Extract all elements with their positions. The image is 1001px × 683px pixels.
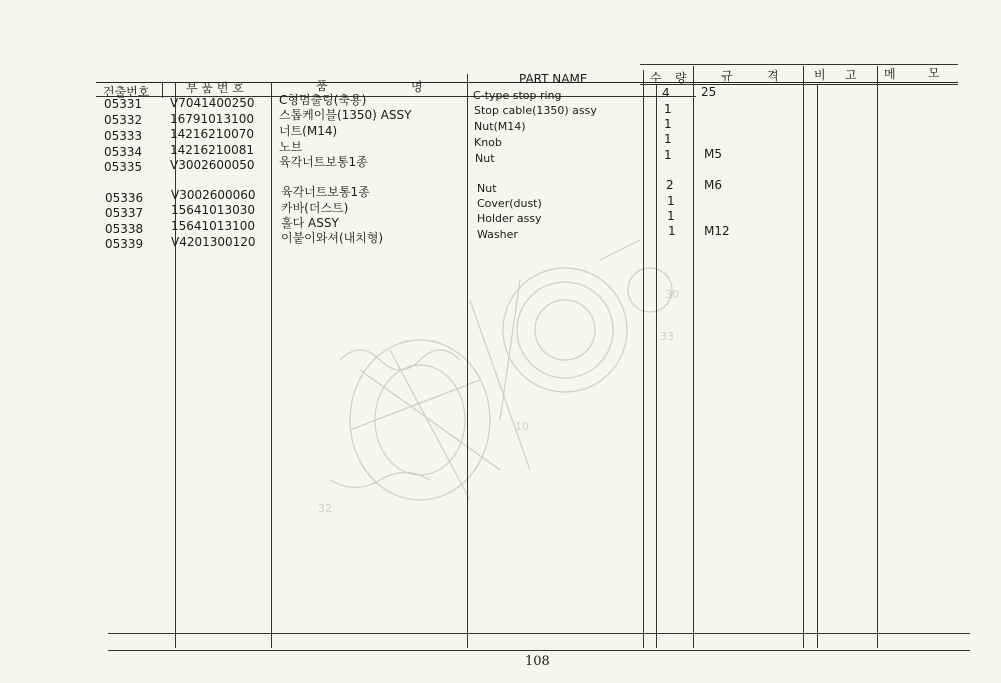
row-6-qty: 2 <box>666 178 674 192</box>
header-bottom-rule-right <box>640 84 958 85</box>
header-qty-2: 량 <box>675 71 687 85</box>
row-3-part-no: 14216210070 <box>170 127 254 141</box>
header-part-name: PART NAME <box>519 72 588 86</box>
row-1-qty: 4 <box>662 86 670 100</box>
col-divider-4 <box>467 74 468 648</box>
header-memo-1: 메 <box>884 67 896 81</box>
row-8-part-no: 15641013100 <box>171 219 255 233</box>
row-3-code: 05333 <box>104 129 143 143</box>
svg-text:32: 32 <box>318 502 332 515</box>
table-top-rule-2 <box>640 64 958 65</box>
header-name-kr-2: 명 <box>411 80 423 94</box>
header-part-number: 부 품 번 호 <box>186 81 244 95</box>
header-name-kr-1: 품 <box>316 79 328 93</box>
row-3-part-name: Nut(M14) <box>474 120 526 133</box>
row-6-part-no: V3002600060 <box>171 188 256 202</box>
header-remark-2: 고 <box>845 68 857 82</box>
col-divider-10 <box>877 66 878 648</box>
col-divider-7 <box>693 66 694 648</box>
row-1-name-kr: C형멈출링(축용) <box>279 93 367 107</box>
row-9-part-no: V4201300120 <box>171 235 256 249</box>
row-5-code: 05335 <box>104 160 143 174</box>
header-code: 건출번호 <box>103 85 150 99</box>
col-divider-8 <box>803 66 804 648</box>
row-8-name-kr: 홀다 ASSY <box>281 216 339 230</box>
row-7-part-no: 15641013030 <box>171 203 255 217</box>
row-7-qty: 1 <box>667 194 675 208</box>
row-8-part-name: Holder assy <box>477 212 542 225</box>
row-5-spec: M5 <box>704 147 722 161</box>
svg-text:10: 10 <box>515 420 529 433</box>
page-number: 108 <box>525 654 550 669</box>
row-9-qty: 1 <box>668 224 676 238</box>
row-8-qty: 1 <box>667 209 675 223</box>
row-2-qty: 1 <box>664 102 672 116</box>
col-divider-9 <box>817 84 818 648</box>
row-9-code: 05339 <box>105 237 144 251</box>
row-6-code: 05336 <box>105 191 144 205</box>
row-9-spec: M12 <box>704 224 730 238</box>
bottom-rule-2 <box>108 650 970 651</box>
row-4-qty: 1 <box>664 132 672 146</box>
row-6-spec: M6 <box>704 178 722 192</box>
row-7-part-name: Cover(dust) <box>477 197 542 210</box>
row-1-part-no: V7041400250 <box>170 96 255 110</box>
header-qty-1: 수 <box>650 71 662 85</box>
row-5-name-kr: 육각너트보통1종 <box>279 155 368 169</box>
col-divider-3 <box>271 82 272 648</box>
row-4-part-name: Knob <box>474 136 502 149</box>
svg-text:30: 30 <box>665 288 679 301</box>
row-5-part-no: V3002600050 <box>170 158 255 172</box>
row-2-name-kr: 스톱케이블(1350) ASSY <box>279 108 412 122</box>
row-2-code: 05332 <box>104 113 143 127</box>
row-2-part-no: 16791013100 <box>170 112 254 126</box>
row-3-name-kr: 너트(M14) <box>279 124 338 138</box>
row-5-part-name: Nut <box>475 152 495 165</box>
row-4-part-no: 14216210081 <box>170 143 254 157</box>
row-7-code: 05337 <box>105 206 144 220</box>
row-9-part-name: Washer <box>477 228 518 241</box>
col-divider-6 <box>656 84 657 648</box>
header-spec-2: 격 <box>767 69 779 83</box>
row-9-name-kr: 이붙이와셔(내치형) <box>281 231 384 245</box>
row-1-part-name: C-type stop ring <box>473 89 562 102</box>
row-6-part-name: Nut <box>477 182 497 195</box>
row-7-name-kr: 카바(더스트) <box>281 201 349 215</box>
table-bottom-rule <box>108 633 970 634</box>
header-memo-2: 모 <box>928 66 940 80</box>
row-6-name-kr: 육각너트보통1종 <box>281 185 370 199</box>
header-remark-1: 비 <box>814 68 826 82</box>
svg-text:33: 33 <box>660 330 674 343</box>
row-5-qty: 1 <box>664 148 672 162</box>
header-spec-1: 규 <box>721 69 733 83</box>
row-3-qty: 1 <box>664 117 672 131</box>
row-8-code: 05338 <box>105 222 144 236</box>
col-divider-1 <box>162 82 163 98</box>
row-2-part-name: Stop cable(1350) assy <box>474 104 597 117</box>
row-1-spec: 25 <box>701 85 717 99</box>
row-1-code: 05331 <box>104 97 143 111</box>
row-4-code: 05334 <box>104 145 143 159</box>
col-divider-5 <box>643 70 644 648</box>
row-4-name-kr: 노브 <box>279 140 303 154</box>
